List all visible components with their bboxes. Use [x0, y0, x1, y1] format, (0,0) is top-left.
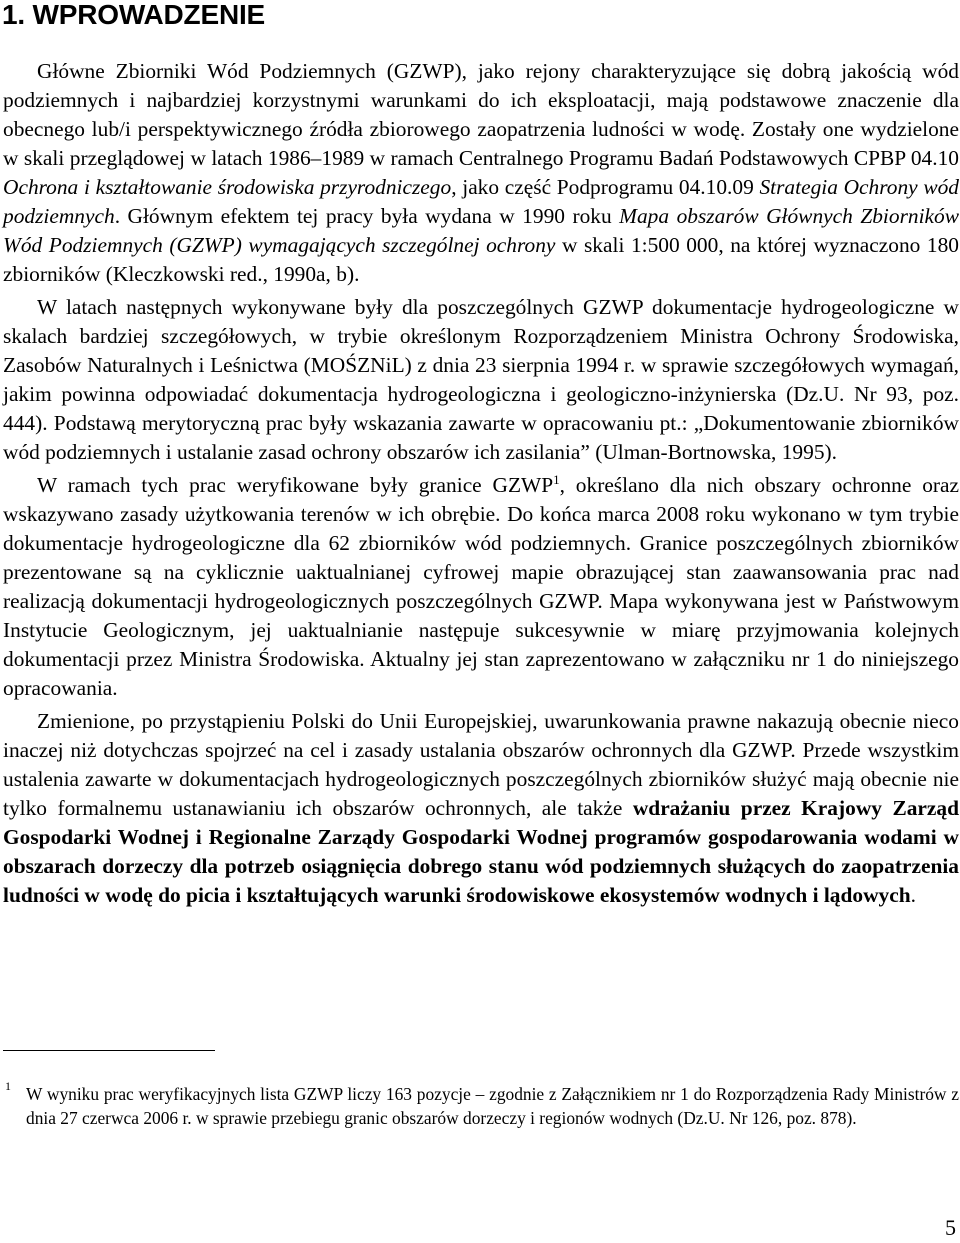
paragraph-2: W latach następnych wykonywane były dla poszczególnych GZWP dokumentacje hydrogeologiczne w skalach bardziej szczegółowych, w trybie określonym Rozporządzeniem Ministra Ochrony Środowiska, Zasobów Naturalnych i Leśnictwa (MOŚZNiL) z dnia 23 sierpnia 1994 r. w sprawie szczegółowych wymagań, jakim powinna odpowiadać dokumentacja hydrogeologiczna i geologiczno-inżynierska (Dz.U. Nr 93, poz. 444). Podstawą merytoryczną prac były wskazania zawarte w opracowaniu pt.: „Dokumentowanie zbiorników wód podziemnych i ustalanie zasad ochrony obszarów ich zasilania” (Ulman-Bortnowska, 1995).	[3, 295, 959, 464]
page-number: 5	[945, 1215, 956, 1240]
paragraph-1-text-4: w skali 1:500 000, na której wyznaczono 180 zbiorników (Kleczkowski red., 1990a, b).	[3, 233, 960, 286]
body-text	[3, 57, 959, 914]
section-heading: 1. WPROWADZENIE	[2, 0, 266, 30]
paragraph-3	[3, 471, 959, 703]
paragraph-1-text-2: , jako część Podprogramu 04.10.09	[451, 175, 760, 199]
paragraph-4-text-1: Zmienione, po przystąpieniu Polski do Unii Europejskiej, uwarunkowania prawne nakazują obecnie nieco inaczej niż dotychczas spojrzeć na cel i zasady ustalania obszarów ochronnych dla GZWP. Przede wszystkim ustalenia zawarte w dokumentacjach hydrogeologicznych poszczególnych zbiorników służyć mają obecnie nie tylko formalnemu ustanawianiu ich obszarów ochronnych, ale także	[3, 709, 959, 820]
paragraph-1	[3, 57, 959, 289]
subprogram-title: Strategia Ochrony wód podziemnych	[3, 175, 959, 228]
program-title: Ochrona i kształtowanie środowiska przyrodniczego	[3, 175, 452, 199]
paragraph-4	[3, 707, 959, 910]
footnote-separator	[3, 1050, 215, 1051]
footnote-mark: 1	[5, 1079, 11, 1093]
footnote-reference: 1	[553, 472, 560, 487]
emphasized-text: wdrażaniu przez Krajowy Zarząd Gospodarki Wodnej i Regionalne Zarządy Gospodarki Wodnej programów gospodarowania wodami w obszarach dorzeczy dla potrzeb osiągnięcia dobrego stanu wód podziemnych służących do zaopatrzenia ludności w wodę do picia i kształtujących warunki środowiskowe ekosystemów wodnych i lądowych	[3, 796, 959, 907]
paragraph-1-text-1: Główne Zbiorniki Wód Podziemnych (GZWP), jako rejony charakteryzujące się dobrą jakością wód podziemnych i najbardziej korzystnymi warunkami do ich eksploatacji, mają podstawowe znaczenie dla obecnego lub/i perspektywicznego źródła zbiorowego zaopatrzenia ludności w wodę. Zostały one wydzielone w skali przeglądowej w latach 1986–1989 w ramach Centralnego Programu Badań Podstawowych CPBP 04.10	[3, 59, 959, 170]
footnote-text: W wyniku prac weryfikacyjnych lista GZWP liczy 163 pozycje – zgodnie z Załącznikiem nr 1 do Rozporządzenia Rady Ministrów z dnia 27 czerwca 2006 r. w sprawie przebiegu granic obszarów dorzeczy i regionów wodnych (Dz.U. Nr 126, poz. 878).	[26, 1084, 959, 1128]
paragraph-4-text-2: .	[910, 883, 916, 907]
footnote	[3, 1079, 959, 1130]
paragraph-1-text-3: . Głównym efektem tej pracy była wydana w 1990 roku	[114, 204, 620, 228]
paragraph-3-text-1: W ramach tych prac weryfikowane były granice GZWP	[37, 473, 554, 497]
paragraph-3-text-2: , określano dla nich obszary ochronne oraz wskazywano zasady użytkowania terenów w ich obrębie. Do końca marca 2008 roku wykonano w tym trybie dokumentacje hydrogeologiczne dla 62 zbiorników wód podziemnych. Granice poszczególnych zbiorników prezentowane są na cyklicznie uaktualnianej cyfrowej mapie obrazującej stan zaawansowania prac nad realizacją dokumentacji hydrogeologicznych poszczególnych GZWP. Mapa wykonywana jest w Państwowym Instytucie Geologicznym, jej uaktualnianie następuje sukcesywnie w miarę przyjmowania kolejnych dokumentacji przez Ministra Środowiska. Aktualny jej stan zaprezentowano w załączniku nr 1 do niniejszego opracowania.	[3, 473, 959, 700]
map-title: Mapa obszarów Głównych Zbiorników Wód Podziemnych (GZWP) wymagających szczególnej ochrony	[3, 204, 959, 257]
